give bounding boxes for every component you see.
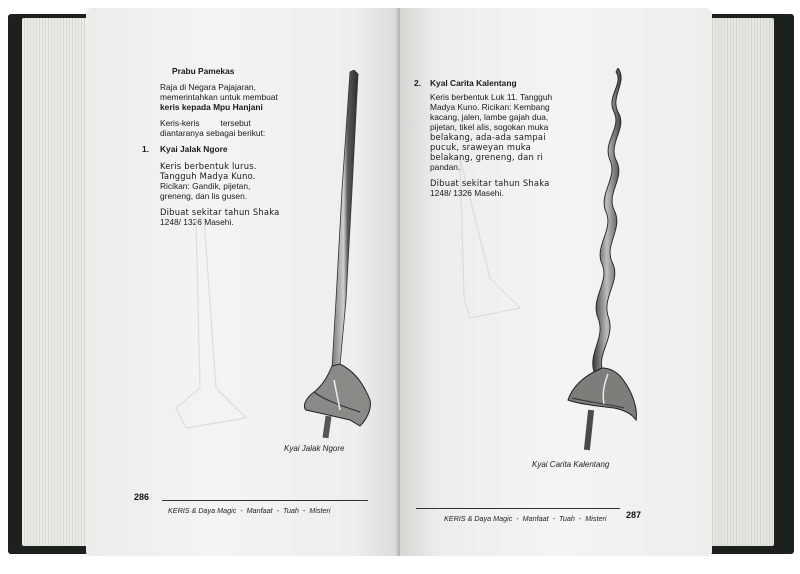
item-title: Kyal Carita Kalentang — [430, 78, 517, 88]
description-line: belakang, ada-ada sampai — [430, 132, 546, 142]
keris-illustration — [284, 70, 384, 440]
item-number: 2. — [414, 78, 421, 88]
description-line: kacang, jalen, lambe gajah dua, — [430, 112, 549, 122]
description-line: greneng, dan lis gusen. — [160, 191, 248, 201]
description-line: belakang, greneng, dan ri — [430, 152, 544, 162]
description-line: Madya Kuno. Ricikan: Kembang — [430, 102, 550, 112]
keris-illustration — [552, 68, 642, 468]
intro-line: Raja di Negara Pajajaran, — [160, 82, 256, 92]
date-line: Dibuat sekitar tahun Shaka — [430, 178, 550, 188]
list-intro: Keris-keris tersebut — [160, 118, 251, 128]
item-number: 1. — [142, 144, 149, 154]
description-line: Tangguh Madya Kuno. — [160, 171, 256, 181]
left-page — [86, 8, 404, 556]
footer-rule — [162, 500, 368, 501]
description-line: pucuk, sraweyan muka — [430, 142, 532, 152]
image-caption: Kyai Jalak Ngore — [284, 444, 345, 453]
intro-line: keris kepada Mpu Hanjani — [160, 102, 263, 112]
intro-line: memerintahkan untuk membuat — [160, 92, 278, 102]
description-line: Ricikan: Gandik, pijetan, — [160, 181, 251, 191]
date-line: 1248/ 1326 Masehi. — [430, 188, 504, 198]
page-number: 286 — [134, 492, 150, 502]
list-intro: diantaranya sebagai berikut: — [160, 128, 266, 138]
date-line: 1248/ 1326 Masehi. — [160, 217, 234, 227]
running-footer: KERIS & Daya Magic - Manfaat - Tuah - Misteri — [444, 514, 607, 523]
description-line: pandan. — [430, 162, 461, 172]
page-number: 287 — [626, 510, 642, 520]
description-line: Keris berbentuk Luk 11. Tangguh — [430, 92, 553, 102]
date-line: Dibuat sekitar tahun Shaka — [160, 207, 280, 217]
show-through-keris — [156, 218, 276, 438]
description-line: Keris berbentuk lurus. — [160, 161, 257, 171]
item-title: Kyai Jalak Ngore — [160, 144, 228, 154]
right-page — [400, 8, 712, 556]
section-heading: Prabu Pamekas — [172, 66, 235, 76]
footer-rule — [416, 508, 620, 509]
description-line: pijetan, tikel alis, sogokan muka — [430, 122, 549, 132]
running-footer: KERIS & Daya Magic - Manfaat - Tuah - Misteri — [168, 506, 331, 515]
image-caption: Kyai Carita Kalentang — [532, 460, 610, 469]
